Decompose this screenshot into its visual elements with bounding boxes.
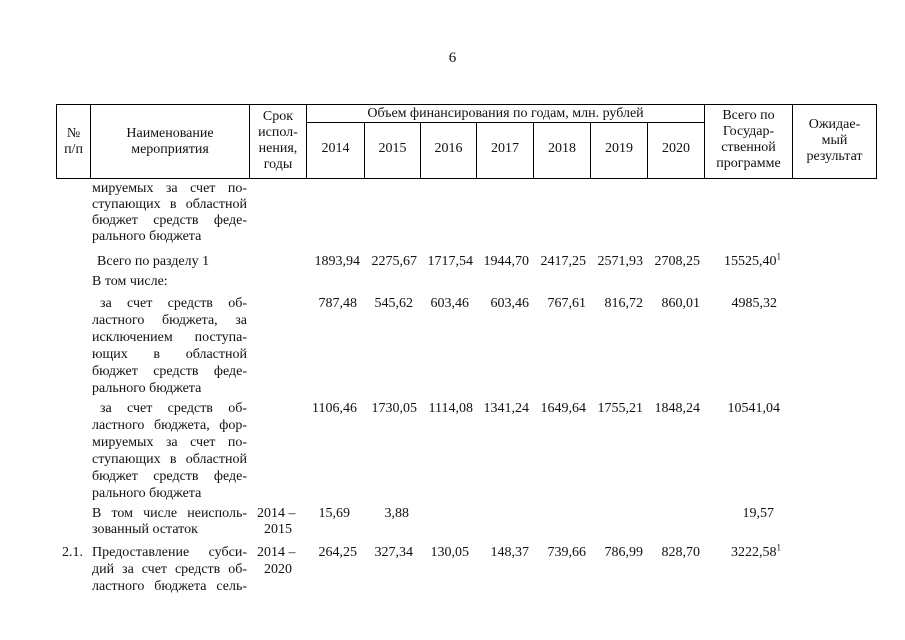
header-year-2016: 2016 (434, 141, 463, 156)
text-line: исключением поступа- (92, 330, 247, 345)
header-bottom-border (56, 178, 876, 179)
header-num-col (57, 126, 90, 158)
text-line: ластного бюджета, фор- (92, 418, 247, 433)
vline (876, 104, 877, 179)
header-num-line: № (66, 126, 81, 141)
term-start: 2014 – (257, 545, 296, 560)
text-line: рального бюджета (92, 229, 202, 244)
footnote-mark: 1 (776, 542, 781, 553)
header-term-line: Срок (262, 109, 294, 124)
section-total-label: Всего по разделу 1 (97, 254, 210, 269)
header-total-col (705, 108, 792, 172)
value-2019: 1755,21 (597, 401, 643, 416)
text-line: В том числе неисполь- (92, 506, 247, 521)
header-result-line: результат (806, 149, 863, 164)
header-term-line: годы (263, 157, 293, 172)
value-2014: 264,25 (318, 545, 357, 560)
value-total (706, 251, 781, 270)
value-total: 4985,32 (731, 296, 777, 311)
value-total: 10541,04 (727, 401, 780, 416)
header-name-line: Наименование (126, 126, 214, 141)
header-result-line: мый (821, 133, 848, 148)
including-label: В том числе: (92, 274, 168, 289)
header-years-divider (306, 122, 704, 123)
value-2014: 15,69 (318, 506, 350, 521)
header-year-2020: 2020 (662, 141, 690, 156)
value-2016: 1114,08 (428, 401, 473, 416)
term-start: 2014 – (257, 506, 296, 521)
text-line: ластного бюджета, за (92, 313, 247, 328)
value-2019: 2571,93 (597, 254, 643, 269)
term-end: 2020 (264, 562, 292, 577)
header-name-line: мероприятия (131, 142, 209, 157)
value-2014: 787,48 (318, 296, 357, 311)
text-line: ступающих в областной (92, 452, 247, 467)
header-year-2014: 2014 (321, 141, 350, 156)
value-2016: 1717,54 (427, 254, 473, 269)
value-2015: 545,62 (374, 296, 413, 311)
value-2015: 1730,05 (371, 401, 417, 416)
text-line: зованный остаток (92, 522, 198, 537)
text-line: ющих в областной (92, 347, 247, 362)
header-result-col (793, 117, 876, 165)
page-number: 6 (448, 50, 457, 66)
text-line: за счет средств об- (100, 401, 247, 416)
value-2018: 1649,64 (540, 401, 586, 416)
text-line: за счет средств об- (100, 296, 247, 311)
header-total-line: Всего по (722, 108, 775, 123)
header-top-border (56, 104, 876, 105)
value-2019: 786,99 (604, 545, 643, 560)
text-line: дий за счет средств об- (92, 562, 247, 577)
value-2019: 816,72 (604, 296, 643, 311)
text-line: Предоставление субси- (92, 545, 247, 560)
header-name-col (91, 126, 249, 158)
text-line: мируемых за счет по- (92, 435, 247, 450)
value-2020: 1848,24 (654, 401, 700, 416)
value-2014: 1893,94 (314, 254, 360, 269)
value-total: 19,57 (742, 506, 774, 521)
text-line: ступающих в областной (92, 197, 247, 212)
header-term-line: испол- (258, 125, 298, 140)
value-2020: 2708,25 (654, 254, 700, 269)
header-year-2017: 2017 (491, 141, 519, 156)
total-number: 15525,40 (724, 254, 777, 269)
value-2018: 2417,25 (540, 254, 586, 269)
value-2018: 739,66 (547, 545, 586, 560)
header-total-line: Государ- (722, 124, 775, 139)
value-2020: 860,01 (661, 296, 700, 311)
header-year-2015: 2015 (378, 141, 407, 156)
header-num-line: п/п (64, 142, 83, 157)
value-2017: 1341,24 (483, 401, 529, 416)
value-total (706, 542, 781, 561)
header-term-col (250, 109, 306, 173)
value-2020: 828,70 (661, 545, 700, 560)
header-year-2019: 2019 (605, 141, 633, 156)
value-2016: 603,46 (430, 296, 469, 311)
header-term-line: нения, (258, 141, 298, 156)
text-line: бюджет средств феде- (92, 469, 247, 484)
value-2014: 1106,46 (312, 401, 357, 416)
text-line: ластного бюджета сель- (92, 579, 247, 594)
term-end: 2015 (264, 522, 292, 537)
value-2018: 767,61 (547, 296, 586, 311)
value-2015: 2275,67 (371, 254, 417, 269)
value-2017: 1944,70 (483, 254, 529, 269)
header-result-line: Ожидае- (808, 117, 861, 132)
value-2017: 603,46 (490, 296, 529, 311)
header-total-line: программе (716, 156, 781, 171)
text-line: мируемых за счет по- (92, 181, 247, 196)
text-line: бюджет средств феде- (92, 364, 247, 379)
value-2016: 130,05 (430, 545, 469, 560)
header-funding-title: Объем финансирования по годам, млн. рублей (367, 106, 644, 121)
value-2015: 3,88 (384, 506, 409, 521)
row-number: 2.1. (62, 545, 83, 560)
header-year-2018: 2018 (548, 141, 576, 156)
footnote-mark: 1 (776, 251, 781, 262)
value-2017: 148,37 (490, 545, 529, 560)
text-line: рального бюджета (92, 486, 202, 501)
total-number: 3222,58 (731, 545, 777, 560)
text-line: рального бюджета (92, 381, 202, 396)
text-line: бюджет средств феде- (92, 213, 247, 228)
header-total-line: ственной (721, 140, 776, 155)
value-2015: 327,34 (374, 545, 413, 560)
